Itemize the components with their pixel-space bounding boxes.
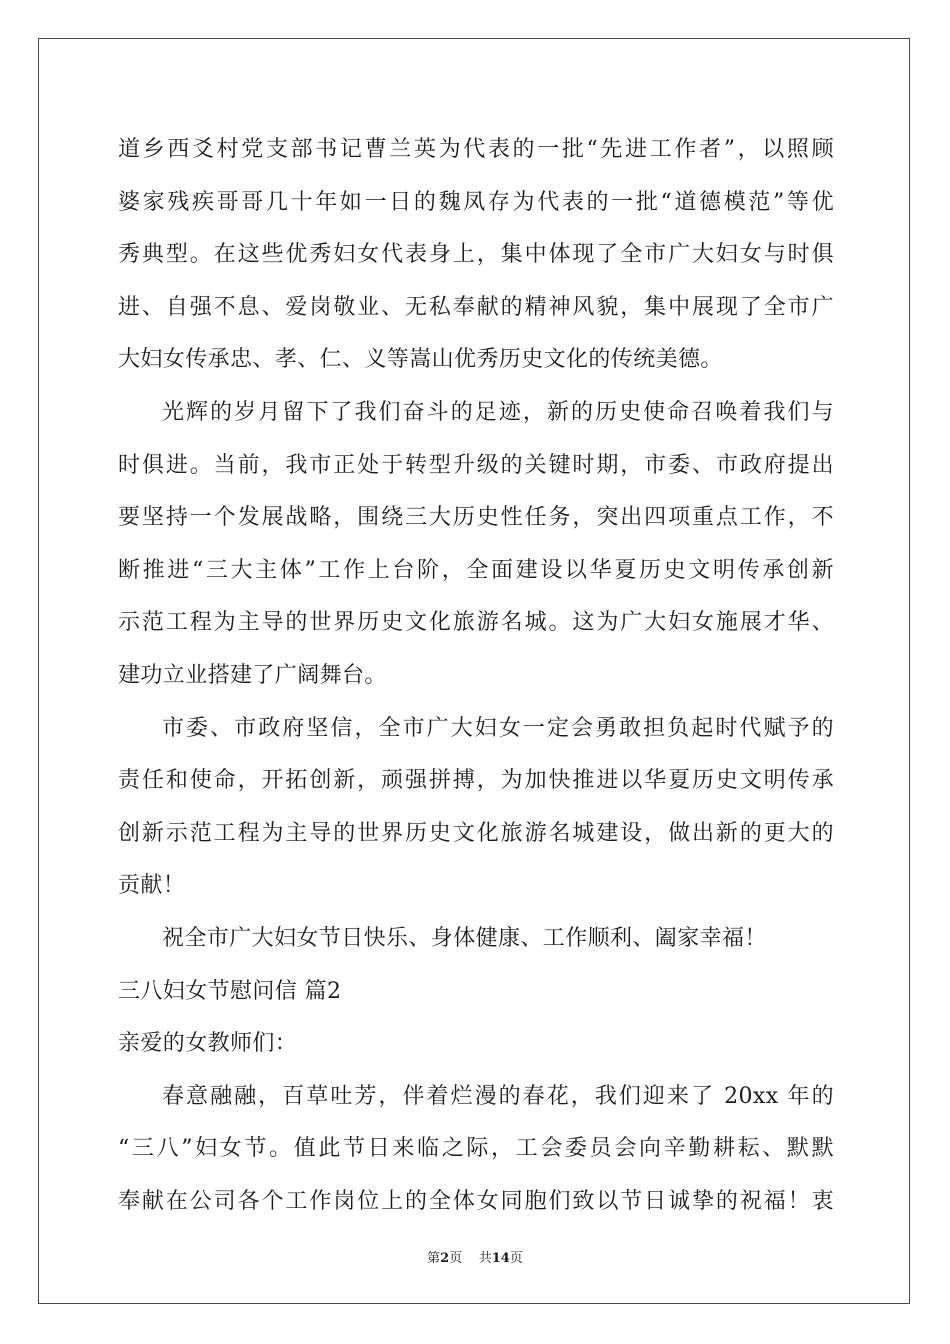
text-line: 时俱进。当前，我市正处于转型升级的关键时期，市委、市政府提出 xyxy=(118,452,834,478)
footer-prefix: 第 xyxy=(427,1251,441,1266)
text-line: “三八”妇女节。值此节日来临之际，工会委员会向辛勤耕耘、默默 xyxy=(118,1136,834,1162)
section-heading: 三八妇女节慰问信 篇2 xyxy=(118,978,342,1004)
paragraph-first-line: 春意融融，百草吐芳，伴着烂漫的春花，我们迎来了 20xx 年的 xyxy=(162,1083,834,1109)
text-line: 建功立业搭建了广阔舞台。 xyxy=(118,662,387,688)
text-line: 婆家残疾哥哥几十年如一日的魏凤存为代表的一批“道德模范”等优 xyxy=(118,189,834,215)
text-line: 奉献在公司各个工作岗位上的全体女同胞们致以节日诚挚的祝福！衷 xyxy=(118,1188,834,1214)
total-pages: 14 xyxy=(491,1251,510,1266)
page-number: 2 xyxy=(440,1251,450,1266)
text-line: 进、自强不息、爱岗敬业、无私奉献的精神风貌，集中展现了全市广 xyxy=(118,294,834,320)
paragraph-first-line: 祝全市广大妇女节日快乐、身体健康、工作顺利、阖家幸福！ xyxy=(162,925,767,951)
text-line: 大妇女传承忠、孝、仁、义等嵩山优秀历史文化的传统美德。 xyxy=(118,347,723,373)
paragraph-first-line: 市委、市政府坚信，全市广大妇女一定会勇敢担负起时代赋予的 xyxy=(162,715,834,741)
text-line: 秀典型。在这些优秀妇女代表身上，集中体现了全市广大妇女与时俱 xyxy=(118,242,834,268)
footer-total-prefix: 共 xyxy=(478,1251,492,1266)
text-line: 示范工程为主导的世界历史文化旅游名城。这为广大妇女施展才华、 xyxy=(118,610,834,636)
text-line: 要坚持一个发展战略，围绕三大历史性任务，突出四项重点工作，不 xyxy=(118,505,834,531)
text-line: 责任和使命，开拓创新，顽强拼搏，为加快推进以华夏历史文明传承 xyxy=(118,768,834,794)
paragraph-first-line: 光辉的岁月留下了我们奋斗的足迹，新的历史使命召唤着我们与 xyxy=(162,399,834,425)
footer-total-suffix: 页 xyxy=(509,1251,523,1266)
page-footer xyxy=(0,1247,950,1266)
text-line: 贡献！ xyxy=(118,873,186,899)
footer-page-suffix: 页 xyxy=(449,1251,463,1266)
document-body xyxy=(118,124,834,1228)
text-line: 断推进“三大主体”工作上台阶，全面建设以华夏历史文明传承创新 xyxy=(118,557,834,583)
text-line: 道乡西爻村党支部书记曹兰英为代表的一批“先进工作者”，以照顾 xyxy=(118,137,834,162)
text-line: 创新示范工程为主导的世界历史文化旅游名城建设，做出新的更大的 xyxy=(118,820,834,846)
salutation: 亲爱的女教师们： xyxy=(118,1031,298,1057)
